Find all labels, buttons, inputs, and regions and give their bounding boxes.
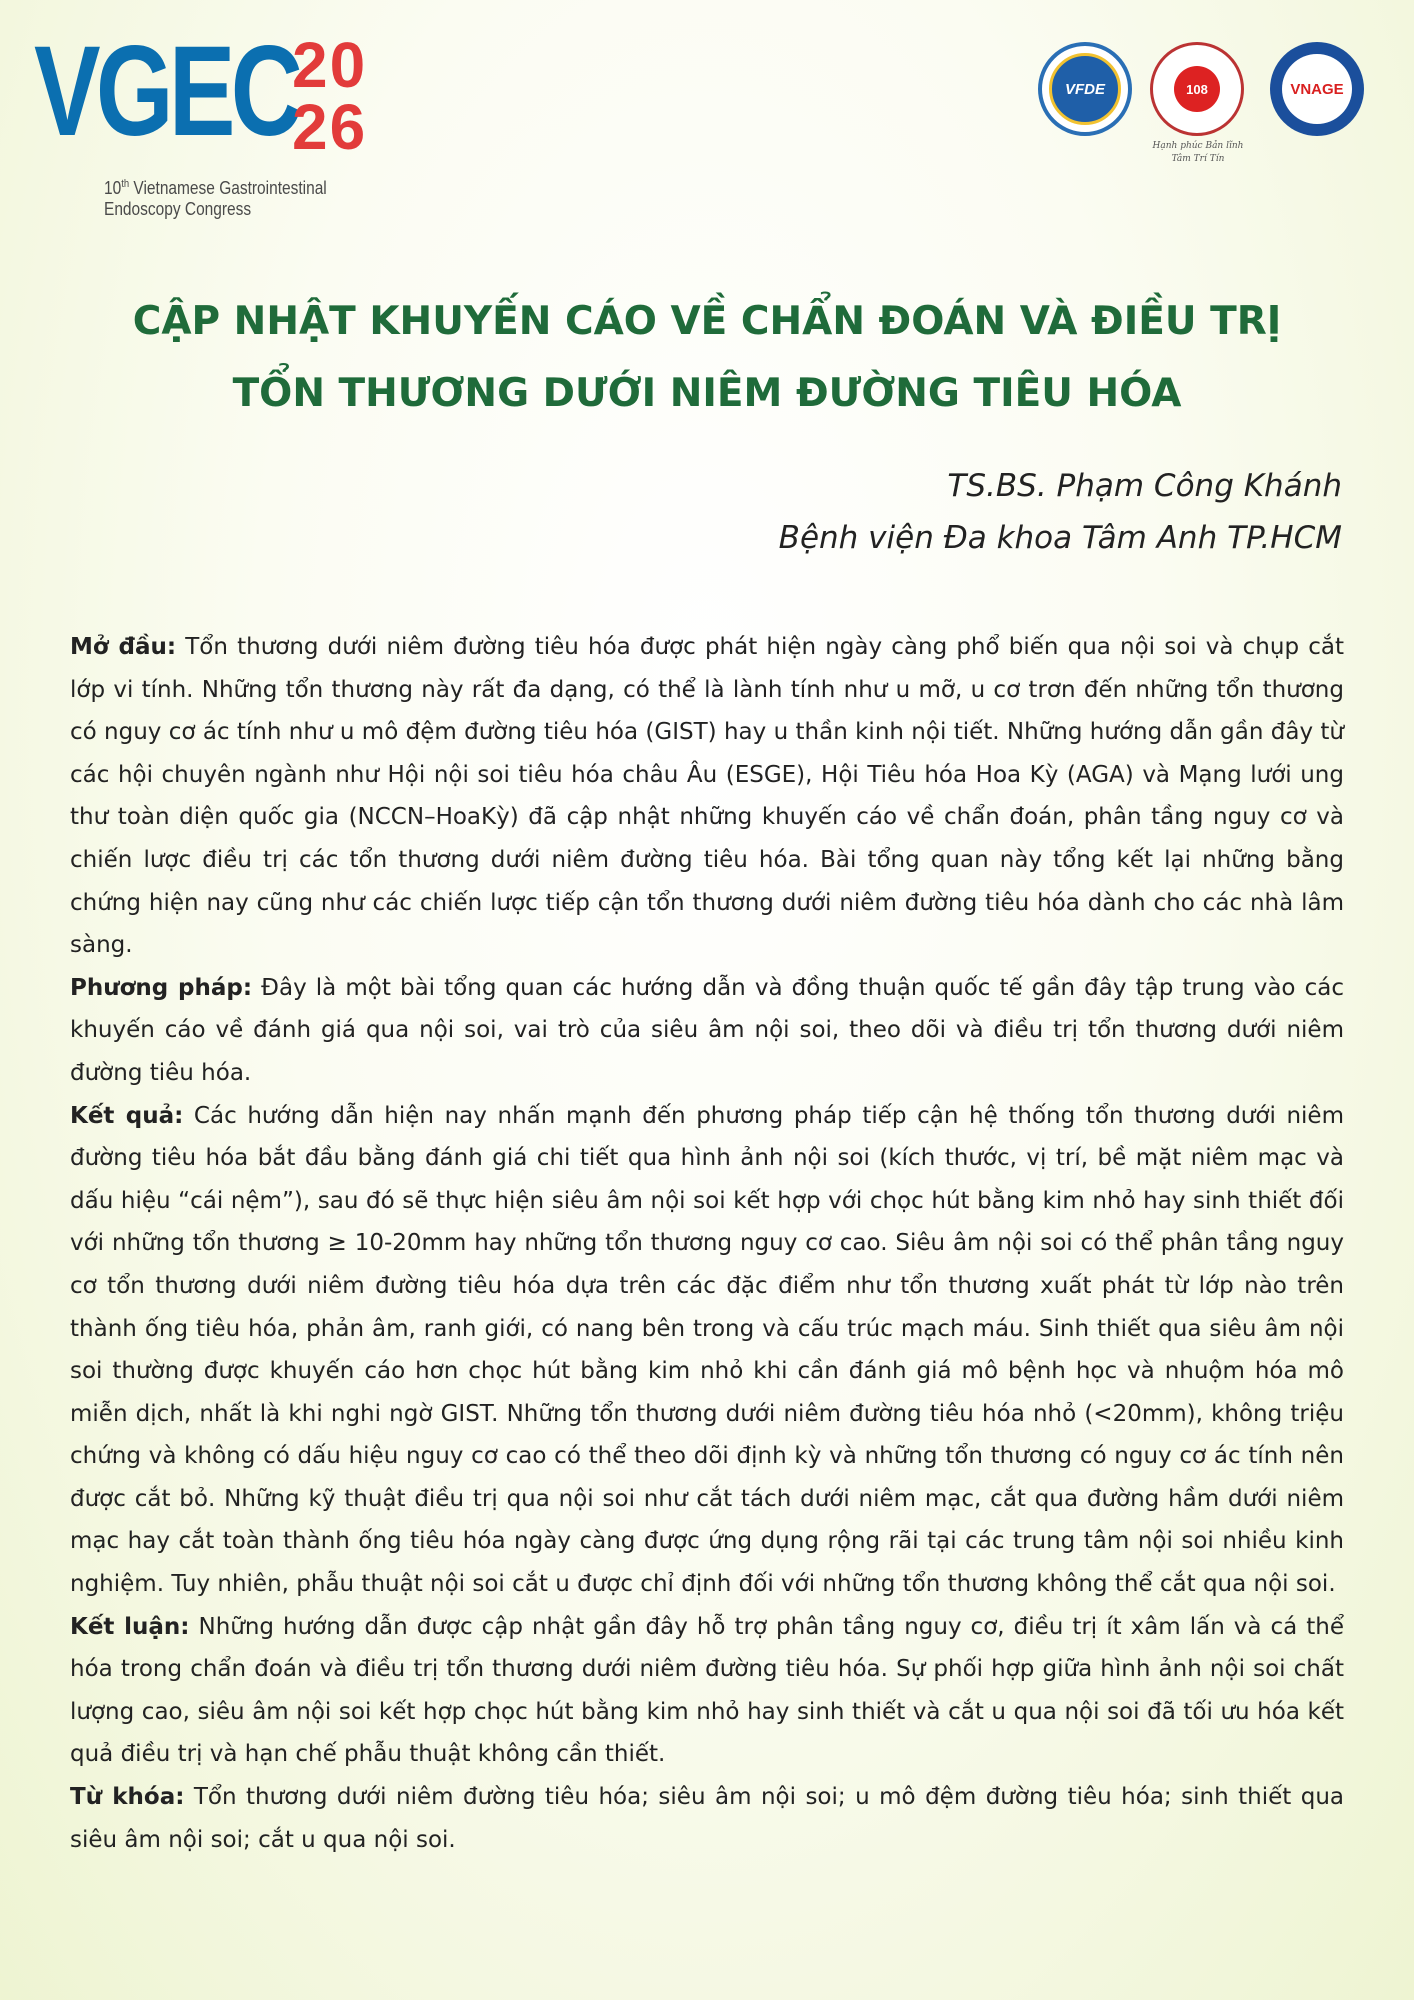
vnage-seal-inner	[1282, 54, 1352, 124]
motto-line-2: Tâm Trí Tín	[1171, 154, 1225, 164]
edition-suffix: th	[121, 178, 130, 190]
section-text: Các hướng dẫn hiện nay nhấn mạnh đến phương pháp tiếp cận hệ thống tổn thương dưới niêm đường tiêu hóa bắt đầu bằng đánh giá chi tiết qua hình ảnh nội soi (kích thước, vị trí, bề mặt niêm mạc và dấu hiệu “cái nệm”), sau đó sẽ thực hiện siêu âm nội soi kết hợp với chọc hút bằng kim nhỏ hay sinh thiết đối với những tổn thương ≥ 10-20mm hay những tổn thương nguy cơ cao. Siêu âm nội soi có thể phân tầng nguy cơ tổn thương dưới niêm đường tiêu hóa dựa trên các đặc điểm như tổn thương xuất phát từ lớp nào trên thành ống tiêu hóa, phản âm, ranh giới, có nang bên trong và cấu trúc mạch máu. Sinh thiết qua siêu âm nội soi thường được khuyến cáo hơn chọc hút bằng kim nhỏ khi cần đánh giá mô bệnh học và nhuộm hóa mô miễn dịch, nhất là khi nghi ngờ GIST. Những tổn thương dưới niêm đường tiêu hóa nhỏ (<20mm), không triệu chứng và không có dấu hiệu nguy cơ cao có thể theo dõi định kỳ và những tổn thương có nguy cơ ác tính nên được cắt bỏ. Những kỹ thuật điều trị qua nội soi như cắt tách dưới niêm mạc, cắt qua đường hầm dưới niêm mạc hay cắt toàn thành ống tiêu hóa ngày càng được ứng dụng rộng rãi tại các trung tâm nội soi nhiều kinh nghiệm. Tuy nhiên, phẫu thuật nội soi cắt u được chỉ định đối với những tổn thương không thể cắt qua nội soi.	[70, 1102, 1344, 1598]
section-keywords	[70, 1776, 1344, 1861]
author-block	[779, 460, 1342, 564]
section-label: Phương pháp:	[70, 974, 253, 1001]
title-line-2: TỔN THƯƠNG DƯỚI NIÊM ĐƯỜNG TIÊU HÓA	[232, 371, 1182, 416]
year-top: 20	[292, 29, 368, 101]
author-name: TS.BS. Phạm Công Khánh	[947, 468, 1342, 504]
vgec-wordmark: VGEC	[34, 20, 299, 163]
vfde-seal-inner	[1049, 53, 1121, 125]
section-label: Kết luận:	[70, 1613, 190, 1640]
section-label: Từ khóa:	[70, 1784, 185, 1811]
vfde-seal-icon	[1038, 42, 1132, 136]
section-label: Mở đầu:	[70, 634, 177, 660]
section-methods	[70, 967, 1344, 1095]
author-affiliation: Bệnh viện Đa khoa Tâm Anh TP.HCM	[778, 520, 1342, 556]
vnage-seal-icon	[1270, 42, 1364, 136]
vfde-label: VFDE	[1064, 80, 1105, 98]
hospital-motto	[1142, 140, 1254, 166]
vnage-label: VNAGE	[1290, 80, 1344, 98]
hospital-number: 108	[1186, 81, 1208, 97]
edition-number: 10	[104, 178, 122, 198]
hospital-108-seal-icon	[1150, 42, 1244, 136]
year-bottom: 26	[292, 91, 368, 163]
hospital-108-seal-inner	[1174, 66, 1220, 112]
section-conclusion	[70, 1606, 1344, 1776]
partner-logos	[1038, 42, 1368, 172]
section-results	[70, 1095, 1344, 1606]
congress-line-1	[104, 174, 327, 199]
vgec-year	[292, 29, 368, 163]
abstract-body	[70, 626, 1344, 1861]
congress-line-2: Endoscopy Congress	[104, 199, 252, 219]
title-line-1: CẬP NHẬT KHUYẾN CÁO VỀ CHẨN ĐOÁN VÀ ĐIỀU TRỊ	[132, 299, 1282, 344]
section-introduction	[70, 626, 1344, 967]
abstract-title	[60, 286, 1354, 430]
motto-line-1: Hạnh phúc Bản lĩnh	[1152, 141, 1244, 151]
section-text: Những hướng dẫn được cập nhật gần đây hỗ trợ phân tầng nguy cơ, điều trị ít xâm lấn và cá thể hóa trong chẩn đoán và điều trị tổn thương dưới niêm đường tiêu hóa. Sự phối hợp giữa hình ảnh nội soi chất lượng cao, siêu âm nội soi kết hợp chọc hút bằng kim nhỏ hay sinh thiết và cắt u qua nội soi đã tối ưu hóa kết quả điều trị và hạn chế phẫu thuật không cần thiết.	[70, 1613, 1344, 1768]
section-text: Đây là một bài tổng quan các hướng dẫn và đồng thuận quốc tế gần đây tập trung vào các khuyến cáo về đánh giá qua nội soi, vai trò của siêu âm nội soi, theo dõi và điều trị tổn thương dưới niêm đường tiêu hóa.	[70, 974, 1344, 1086]
congress-line-1-text: Vietnamese Gastrointestinal	[129, 178, 327, 198]
vgec-logo	[34, 20, 414, 219]
congress-subtitle	[104, 174, 327, 220]
section-label: Kết quả:	[70, 1102, 184, 1129]
section-text: Tổn thương dưới niêm đường tiêu hóa; siêu âm nội soi; u mô đệm đường tiêu hóa; sinh thiết qua siêu âm nội soi; cắt u qua nội soi.	[70, 1784, 1344, 1853]
section-text: Tổn thương dưới niêm đường tiêu hóa được phát hiện ngày càng phổ biến qua nội soi và chụp cắt lớp vi tính. Những tổn thương này rất đa dạng, có thể là lành tính như u mỡ, u cơ trơn đến những tổn thương có nguy cơ ác tính như u mô đệm đường tiêu hóa (GIST) hay u thần kinh nội tiết. Những hướng dẫn gần đây từ các hội chuyên ngành như Hội nội soi tiêu hóa châu Âu (ESGE), Hội Tiêu hóa Hoa Kỳ (AGA) và Mạng lưới ung thư toàn diện quốc gia (NCCN–HoaKỳ) đã cập nhật những khuyến cáo về chẩn đoán, phân tầng nguy cơ và chiến lược điều trị các tổn thương dưới niêm đường tiêu hóa. Bài tổng quan này tổng kết lại những bằng chứng hiện nay cũng như các chiến lược tiếp cận tổn thương dưới niêm đường tiêu hóa dành cho các nhà lâm sàng.	[70, 634, 1344, 959]
